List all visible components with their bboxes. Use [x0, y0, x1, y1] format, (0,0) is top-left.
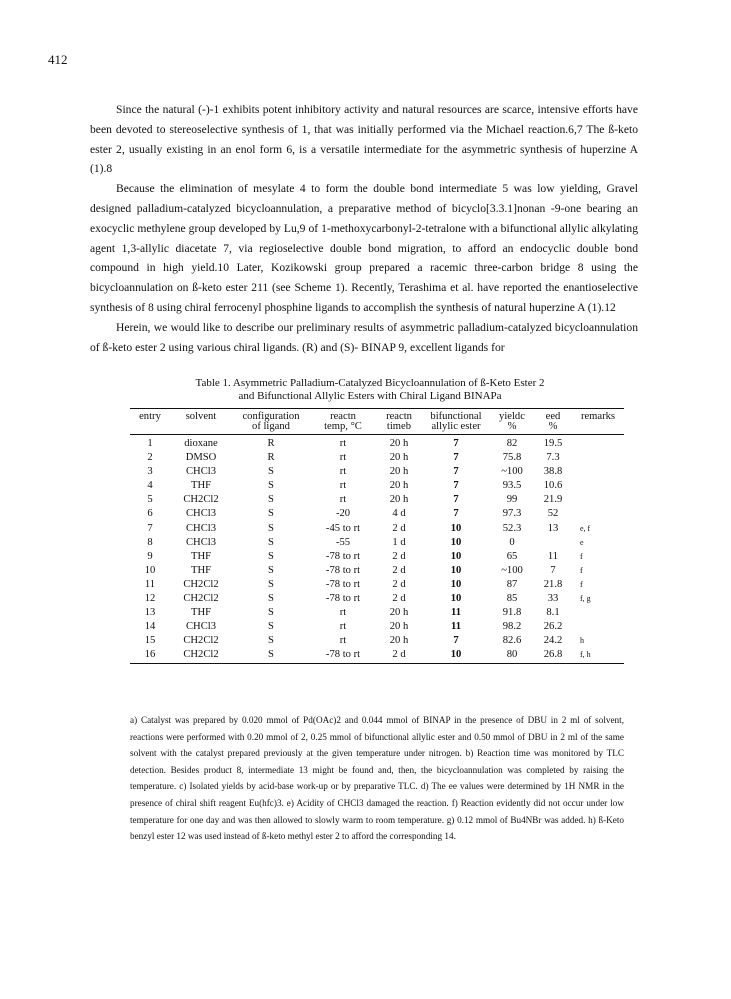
cell-config: S	[268, 480, 274, 492]
cell-temp: rt	[339, 621, 347, 633]
cell-time: 20 h	[389, 466, 409, 478]
table-row	[130, 578, 624, 592]
cell-ester: 10	[450, 536, 462, 548]
cell-ee: 8.1	[546, 607, 560, 619]
cell-ester: 7	[453, 635, 459, 647]
cell-time: 20 h	[389, 452, 409, 464]
table-row	[130, 606, 624, 620]
cell-time: 2 d	[392, 578, 406, 590]
cell-entry: 2	[147, 452, 153, 464]
cell-remarks: e	[580, 537, 584, 547]
page-number: 412	[48, 52, 68, 67]
table-row	[130, 536, 624, 550]
table-row	[130, 564, 624, 578]
cell-ee: 7.3	[546, 452, 560, 464]
cell-ee: 19.5	[543, 438, 563, 449]
cell-ee: 52	[547, 508, 559, 520]
table-row	[130, 451, 624, 465]
header-remarks: remarks	[580, 411, 616, 422]
cell-entry: 16	[144, 649, 156, 661]
cell-ester: 11	[450, 607, 461, 619]
cell-entry: 3	[147, 466, 153, 478]
cell-time: 2 d	[392, 593, 406, 605]
table-row	[130, 634, 624, 648]
cell-temp: rt	[339, 480, 347, 492]
cell-config: S	[268, 621, 274, 633]
cell-solvent: CHCl3	[185, 466, 217, 478]
cell-yield: 80	[506, 649, 518, 661]
cell-remarks: f	[580, 579, 583, 589]
paragraph: Because the elimination of mesylate 4 to form the double bond intermediate 5 was low yielding, Gravel designed palladium-catalyzed bicycloannulation, a preparative method of bicyclo[3.3.1]nonan -9-one bearing an exocyclic methylene group developed by Lu,9 of 1-methoxycarbonyl-2-tetralone with a bifunctional allylic alkylating agent 1,3-allylic diacetate 7, via regioselective double bond migration, to afford an endocyclic double bond compound in high yield.10 Later, Kozikowski group prepared a racemic three-carbon bridge 8 using the bicycloannulation on ß-keto ester 211 (see Scheme 1). Recently, Terashima et al. have reported the enantioselective synthesis of 8 using chiral ferrocenyl phosphine ligands to accomplish the synthesis of natural huperzine A (1).12	[90, 182, 638, 314]
cell-yield: 98.2	[502, 621, 522, 633]
cell-temp: rt	[339, 452, 347, 464]
cell-config: S	[268, 466, 274, 478]
table-caption	[130, 377, 610, 403]
header-entry: entry	[139, 411, 161, 422]
cell-remarks	[572, 606, 624, 620]
cell-ester: 10	[450, 593, 462, 605]
cell-temp: rt	[339, 635, 347, 647]
cell-ester: 7	[453, 494, 459, 506]
cell-solvent: CHCl3	[185, 522, 217, 534]
cell-ee: 21.8	[543, 578, 563, 590]
cell-remarks	[572, 465, 624, 479]
table-row	[130, 648, 624, 663]
table-row	[130, 479, 624, 493]
cell-yield: 91.8	[502, 607, 522, 619]
cell-entry: 11	[144, 578, 156, 590]
paragraph: Herein, we would like to describe our preliminary results of asymmetric palladium-catalyzed bicycloannulation of ß-keto ester 2 using various chiral ligands. (R) and (S)- BINAP 9, excellent ligands for	[90, 320, 638, 354]
cell-temp: -78 to rt	[325, 649, 361, 661]
cell-entry: 12	[144, 593, 156, 605]
cell-remarks: f	[580, 551, 583, 561]
cell-yield: ~100	[501, 466, 523, 478]
cell-remarks: f, h	[580, 650, 591, 660]
cell-entry: 4	[147, 480, 153, 492]
cell-time: 2 d	[392, 522, 406, 534]
cell-ester: 7	[453, 508, 459, 520]
cell-config: S	[268, 522, 274, 534]
cell-ester: 10	[450, 550, 462, 562]
table-caption-line: Table 1. Asymmetric Palladium-Catalyzed Bicycloannulation of ß-Keto Ester 2	[195, 377, 545, 389]
table-row	[130, 592, 624, 606]
cell-config: S	[268, 607, 274, 619]
header-ee: eed %	[545, 411, 561, 432]
results-table	[130, 408, 624, 664]
cell-solvent: CH2Cl2	[183, 593, 219, 605]
cell-solvent: CH2Cl2	[183, 578, 219, 590]
cell-time: 20 h	[389, 635, 409, 647]
cell-solvent: THF	[190, 564, 211, 576]
cell-yield: 85	[506, 593, 518, 605]
cell-solvent: DMSO	[185, 452, 217, 464]
cell-solvent: CHCl3	[185, 508, 217, 520]
cell-solvent: CHCl3	[185, 536, 217, 548]
cell-time: 1 d	[392, 536, 406, 548]
cell-ee: 13	[547, 522, 559, 534]
cell-entry: 14	[144, 621, 156, 633]
cell-config: R	[267, 438, 275, 449]
cell-solvent: THF	[190, 550, 211, 562]
cell-config: S	[268, 635, 274, 647]
cell-ester: 7	[453, 452, 459, 464]
cell-time: 20 h	[389, 621, 409, 633]
cell-ester: 7	[453, 466, 459, 478]
cell-yield: 99	[506, 494, 518, 506]
cell-config: S	[268, 508, 274, 520]
paragraph: Since the natural (-)-1 exhibits potent inhibitory activity and natural resources are scarce, intensive efforts have been devoted to stereoselective synthesis of 1, that was initially performed via the Michael reaction.6,7 The ß-keto ester 2, usually existing in an enol form 6, is a versatile intermediate for the asymmetric synthesis of huperzine A (1).8	[90, 103, 638, 176]
cell-remarks	[572, 620, 624, 634]
cell-ee: 24.2	[543, 635, 563, 647]
cell-ee: 33	[547, 593, 559, 605]
cell-yield: 87	[506, 578, 518, 590]
table-row	[130, 435, 624, 452]
cell-entry: 8	[147, 536, 153, 548]
cell-entry: 9	[147, 550, 153, 562]
cell-yield: 93.5	[502, 480, 522, 492]
cell-remarks	[572, 479, 624, 493]
table-row	[130, 550, 624, 564]
cell-yield: 75.8	[502, 452, 522, 464]
cell-temp: rt	[339, 494, 347, 506]
cell-config: S	[268, 649, 274, 661]
cell-config: S	[268, 564, 274, 576]
cell-remarks: e, f	[580, 523, 591, 533]
cell-entry: 13	[144, 607, 156, 619]
header-solvent: solvent	[185, 411, 217, 422]
cell-config: S	[268, 536, 274, 548]
cell-time: 20 h	[389, 438, 409, 449]
cell-yield: 82	[506, 438, 518, 449]
cell-ester: 10	[450, 578, 462, 590]
header-configuration: configuration of ligand	[242, 411, 300, 432]
footnote-text: a) Catalyst was prepared by 0.020 mmol of Pd(OAc)2 and 0.044 mmol of BINAP in the presence of DBU in 2 ml of solvent, reactions were performed with 0.20 mmol of 2, 0.25 mmol of bifunctional allylic ester and 0.50 mmol of DBU in 2 ml of the same solvent with the catalyst prepared previously at the given temperature under nitrogen. b) Reaction time was monitored by TLC detection. Besides product 8, intermediate 13 might be found and, then, the bicycloannulation was completed by raising the temperature. c) Isolated yields by acid-base work-up or by preparative TLC. d) The ee values were determined by 1H NMR in the presence of chiral shift reagent Eu(hfc)3. e) Acidity of CHCl3 damaged the reaction. f) Reaction evidently did not occur under low temperature for one day and was then allowed to slowly warm to room temperature. g) 0.12 mmol of Bu4NBr was added. h) ß-Keto benzyl ester 12 was used instead of ß-keto methyl ester 2 to afford the corresponding 14.	[130, 715, 624, 842]
cell-temp: rt	[339, 607, 347, 619]
header-yield: yieldc %	[499, 411, 525, 432]
cell-yield: 82.6	[502, 635, 522, 647]
cell-solvent: CH2Cl2	[183, 649, 219, 661]
cell-ester: 7	[453, 438, 459, 449]
cell-yield: 52.3	[502, 522, 522, 534]
table-footnotes	[130, 712, 624, 845]
cell-ee: 21.9	[543, 494, 563, 506]
cell-solvent: THF	[190, 607, 211, 619]
cell-remarks	[572, 451, 624, 465]
table-row	[130, 522, 624, 536]
cell-yield: 97.3	[502, 508, 522, 520]
cell-remarks: h	[580, 636, 584, 646]
cell-time: 2 d	[392, 550, 406, 562]
cell-temp: -45 to rt	[325, 522, 361, 534]
cell-ee: 7	[550, 564, 556, 576]
cell-solvent: CHCl3	[185, 621, 217, 633]
cell-time: 20 h	[389, 494, 409, 506]
cell-solvent: THF	[190, 480, 211, 492]
table-row	[130, 465, 624, 479]
cell-ester: 10	[450, 522, 462, 534]
cell-entry: 1	[147, 438, 153, 449]
cell-time: 2 d	[392, 564, 406, 576]
cell-time: 20 h	[389, 480, 409, 492]
cell-config: S	[268, 593, 274, 605]
cell-solvent: dioxane	[184, 438, 218, 449]
cell-ester: 11	[450, 621, 461, 633]
cell-remarks	[572, 435, 624, 452]
header-allylic-ester: bifunctional allylic ester	[430, 411, 482, 432]
cell-temp: rt	[339, 466, 347, 478]
cell-temp: -78 to rt	[325, 550, 361, 562]
cell-config: S	[268, 550, 274, 562]
cell-solvent: CH2Cl2	[183, 494, 219, 506]
cell-ee: 11	[547, 550, 559, 562]
cell-yield: ~100	[501, 564, 523, 576]
cell-remarks	[572, 507, 624, 521]
results-table-wrap	[130, 408, 624, 664]
cell-entry: 5	[147, 494, 153, 506]
cell-temp: -55	[335, 536, 351, 548]
cell-temp: rt	[339, 438, 347, 449]
table-body	[130, 435, 624, 664]
cell-time: 2 d	[392, 649, 406, 661]
cell-ee: 10.6	[543, 480, 563, 492]
table-row	[130, 620, 624, 634]
cell-remarks: f	[580, 565, 583, 575]
cell-ee: 26.2	[543, 621, 563, 633]
cell-solvent: CH2Cl2	[183, 635, 219, 647]
cell-ee	[534, 536, 572, 550]
cell-config: R	[267, 452, 275, 464]
cell-config: S	[268, 494, 274, 506]
cell-entry: 7	[147, 522, 153, 534]
body-text	[90, 100, 638, 357]
cell-time: 20 h	[389, 607, 409, 619]
cell-entry: 6	[147, 508, 153, 520]
cell-ester: 10	[450, 649, 462, 661]
cell-entry: 10	[144, 564, 156, 576]
header-temperature: reactn temp, °C	[324, 411, 362, 432]
cell-temp: -78 to rt	[325, 593, 361, 605]
cell-yield: 0	[509, 536, 515, 548]
cell-ee: 38.8	[543, 466, 563, 478]
cell-ester: 7	[453, 480, 459, 492]
cell-temp: -78 to rt	[325, 578, 361, 590]
cell-entry: 15	[144, 635, 156, 647]
cell-config: S	[268, 578, 274, 590]
cell-remarks	[572, 493, 624, 507]
cell-yield: 65	[506, 550, 518, 562]
cell-ester: 10	[450, 564, 462, 576]
header-time: reactn timeb	[386, 411, 412, 432]
cell-ee: 26.8	[543, 649, 563, 661]
cell-time: 4 d	[392, 508, 406, 520]
table-header-row	[130, 409, 624, 435]
table-caption-line: and Bifunctional Allylic Esters with Chiral Ligand BINAPa	[238, 390, 502, 402]
table-row	[130, 507, 624, 521]
cell-remarks: f, g	[580, 594, 591, 604]
cell-temp: -78 to rt	[325, 564, 361, 576]
table-row	[130, 493, 624, 507]
cell-temp: -20	[335, 508, 351, 520]
